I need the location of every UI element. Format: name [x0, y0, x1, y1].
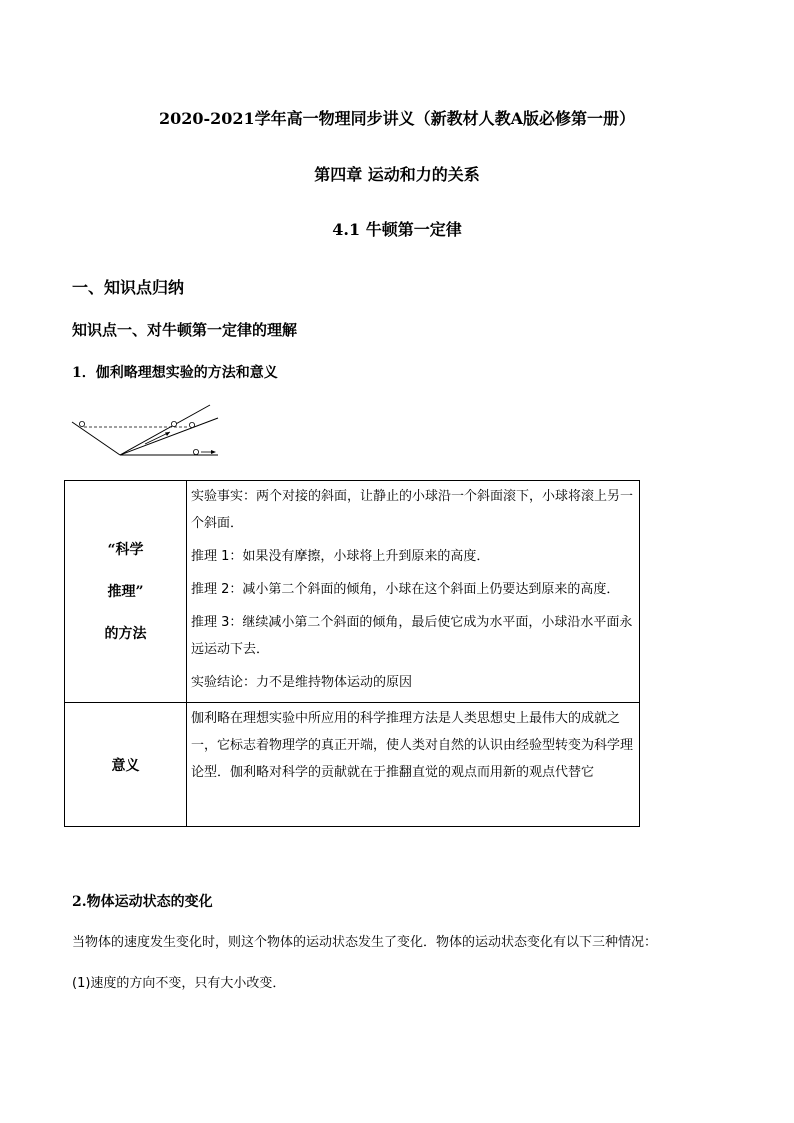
significance-label: 意义	[65, 703, 187, 827]
ball-shallow	[189, 422, 194, 427]
table-row	[65, 481, 640, 703]
heading-knowledge-summary: 一、知识点归纳	[72, 278, 185, 297]
experiment-conclusion: 实验结论：力不是维持物体运动的原因	[191, 675, 413, 690]
inference-1: 推理 1：如果没有摩擦，小球将上升到原来的高度．	[191, 549, 490, 564]
ball-start	[79, 421, 84, 426]
method-label-line: 推理”	[107, 583, 144, 600]
heading-motion-state-change: 2.物体运动状态的变化	[72, 894, 213, 910]
significance-content	[187, 703, 640, 827]
chapter-title: 第四章 运动和力的关系	[314, 165, 480, 184]
paragraph-motion-state: 当物体的速度发生变化时，则这个物体的运动状态发生了变化．物体的运动状态变化有以下三种情况：	[72, 935, 658, 950]
experiment-fact: 实验事实：两个对接的斜面，让静止的小球沿一个斜面滚下，小球将滚上另一个斜面．	[191, 489, 634, 531]
right-incline-shallow	[120, 418, 218, 455]
heading-galileo-experiment: 1．伽利略理想实验的方法和意义	[72, 365, 278, 381]
table-row	[65, 703, 640, 827]
galileo-experiment-table	[64, 480, 640, 827]
inference-2: 推理 2：减小第二个斜面的倾角，小球在这个斜面上仍要达到原来的高度．	[191, 582, 620, 597]
method-label-line: 的方法	[104, 625, 147, 642]
ball-horizontal	[193, 449, 198, 454]
horizontal-arrow-head	[211, 450, 216, 454]
inference-3: 推理 3：继续减小第二个斜面的倾角，最后使它成为水平面，小球沿水平面永远运动下去．	[191, 615, 633, 657]
method-label-line: “科学	[107, 541, 144, 558]
section-title: 4.1 牛顿第一定律	[332, 220, 462, 239]
heading-knowledge-point-1: 知识点一、对牛顿第一定律的理解	[72, 321, 298, 339]
ball-steep	[171, 421, 176, 426]
inclined-planes-diagram	[70, 400, 220, 460]
right-incline-steep	[120, 405, 210, 455]
method-label	[65, 481, 187, 703]
document-title: 2020-2021学年高一物理同步讲义（新教材人教A版必修第一册）	[158, 109, 636, 128]
significance-text: 伽利略在理想实验中所应用的科学推理方法是人类思想史上最伟大的成就之一，它标志着物理学的真正开端，使人类对自然的认识由经验型转变为科学理论型．伽利略对科学的贡献就在于推翻直觉的观点而用新的观点代替它	[191, 711, 634, 780]
method-content	[187, 481, 640, 703]
paragraph-case-1: (1)速度的方向不变，只有大小改变．	[72, 976, 286, 991]
